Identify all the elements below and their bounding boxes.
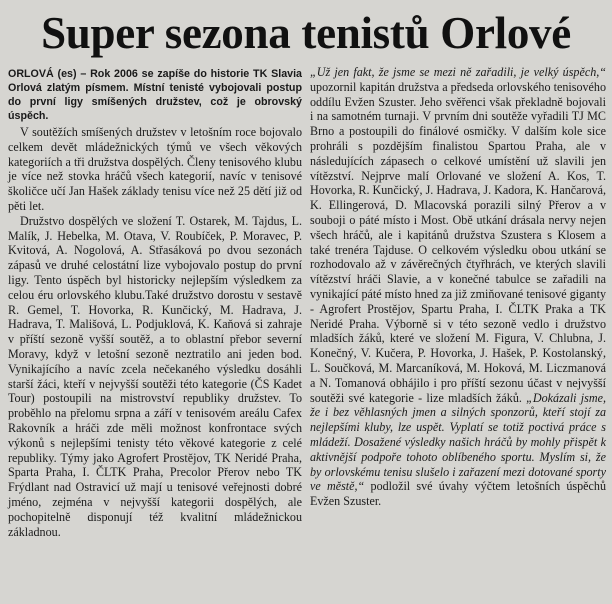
left-column (6, 65, 302, 539)
body-paragraph-3 (310, 65, 606, 509)
body-paragraph-1: V soutěžích smíšených družstev v letošním roce bojovalo celkem devět mládežnických týmů ve všech věkových kategoriích a tři družstva dospělých. Členy tenisového klubu je více než stovka hráčů všech kategorií, navíc v tenisové školičce učí Jan Hašek základy tenisu více než 25 dětí již od pěti let. (8, 125, 302, 213)
closing-text: podložil své úvahy výčtem letošních úspěchů Evžen Szuster. (310, 479, 607, 509)
body-paragraph-3-text: upozornil kapitán družstva a předseda orlovského tenisového oddílu Evžen Szuster. Jeho svěřenci však překladně bojovali i na samotném turnaji. V prvním dni soutěže vyřadili TJ MC Brno a postoupili do finálové osmičky. V dalším kole sice prohráli s pozdějším finalistou Spartou Praha, ale v následujících zápasech o celkové umístění už slavili jen vítězství. Nejprve malí Orlované ve složení A. Kos, T. Hovorka, R. Kunčický, J. Hadrava, J. Kadora, K. Hančarová, K. Ellingerová, D. Mlacovská porazili silný Přerov a v souboji o páté místo i Most. Obě utkání drásala nervy nejen všech hráčů, ale i kapitánů družstva Szustera s Klosem a také trenéra Tajduse. O celkovém výsledku obou utkání se rozhodovalo až v závěrečných čtyřhrách, ve kterých slavili vítězství hráči Slavie, a v konečné tabulce se zařadili na vynikající páté místo hned za již zmiňované tenisové giganty - Agrofert Prostějov, Spartu Praha, I. ČLTK Praka a TK Neridé Praha. Výborně si v této sezoně vedlo i družstvo mladších žáků, které ve složení M. Figura, V. Chlubna, J. Konečný, V. Kučera, P. Hovorka, J. Hašek, P. Kostolanský, L. Součková, M. Marcaníková, M. Hoková, M. Liczmanová a N. Tomanová obhájilo i pro příští sezonu účast v nejvyšší soutěži své kategorie - lize mladších žáků. (310, 79, 606, 405)
quote-szuster: „Dokázali jsme, že i bez věhlasných jmen a silných sponzorů, kteří stojí za nejlepšími kluby, lze uspět. Vyplatí se totiž poctivá práce s mládeží. Dosažené výsledky našich hráčů by mohly přispět k aktivnější podpoře tohoto oblíbeného sportu. Myslím si, že by orlovskému tenisu slušelo i zařazení mezi dotované sporty ve městě,“ (310, 390, 606, 494)
article-body (6, 65, 606, 539)
body-paragraph-2: Družstvo dospělých ve složení T. Ostarek, M. Tajdus, L. Malík, J. Hebelka, M. Otava, V. Roubíček, P. Moravec, P. Kvitová, A. Nogolová, A. Střasáková po dvou sezonách zápasů ve druhé celostátní lize vybojovalo postup do první ligy. Tento úspěch byl historicky nejlepším výsledkem za celou éru orlovského klubu.Také družstvo dorostu v sestavě R. Gemel, T. Hovorka, R. Kunčický, M. Hadrava, J. Hadrava, T. Mališová, L. Podjuklová, K. Kaňová si zahraje v příští sezoně vyšší soutěž, a to oblastní přebor severní Moravy, když v letošní sezoně neztratilo ani jeden bod. Vynikajícího a navíc zcela nečekaného výsledku dosáhli starší žáci, kteří v nejvyšší soutěži této kategorie (ČS Kadet Tour) postoupili na mistrovství republiky družstev. To proběhlo na přelomu srpna a září v tenisovém areálu Cafex Rakovník a hráči zde měli možnost konfrontace svých výkonů s nejlepšími tenisty této věkové kategorie z celé republiky. Týmy jako Agrofert Prostějov, TK Neridé Praha, Sparta Praha, I. ČLTK Praha, Precolor Přerov nebo TK Frýdlant nad Ostravicí už mají u tenisové veřejnosti dobré jméno, zejména v nejvyšší kategorii dospělých, ale pochopitelně disponují též kvalitní mládežnickou základnou. (8, 213, 302, 539)
lead-paragraph: ORLOVÁ (es) – Rok 2006 se zapíše do historie TK Slavia Orlová zlatým písmem. Místní tenisté vybojovali postup do první ligy smíšených družstev, což je obrovský úspěch. (8, 68, 302, 122)
right-column (310, 65, 606, 539)
quote-kapitan: „Už jen fakt, že jsme se mezi ně zařadili, je velký úspěch,“ (310, 65, 606, 79)
headline: Super sezona tenistů Orlové (41, 8, 571, 58)
